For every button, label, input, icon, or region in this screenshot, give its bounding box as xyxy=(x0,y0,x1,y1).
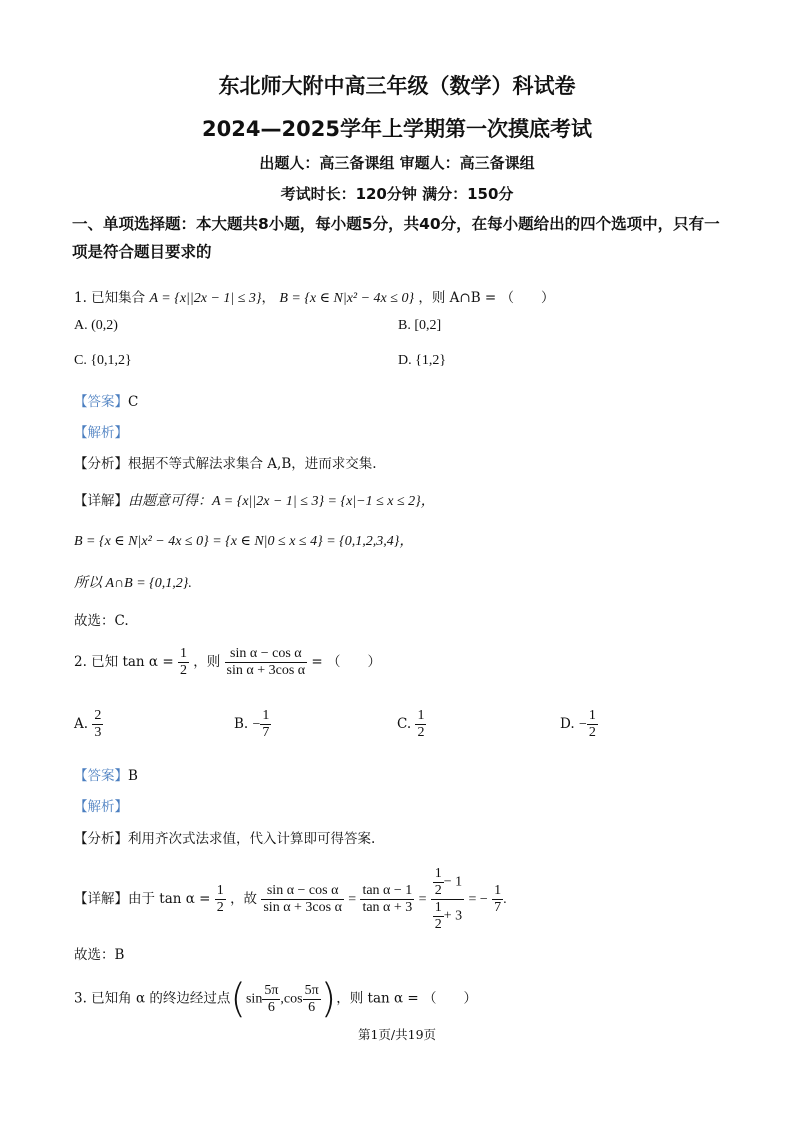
q1-detail-line-1 xyxy=(74,489,435,510)
q3-right-paren: ) xyxy=(320,976,337,1022)
q2-nested-den-tail: + 3 xyxy=(443,908,463,924)
page-number: 第1页/共19页 xyxy=(357,1027,437,1042)
q2-answer: B xyxy=(128,768,138,784)
q2-tail: = （ ） xyxy=(311,654,382,670)
q1-detail-tag: 【详解】 xyxy=(74,493,128,509)
exam-authors: 出题人：高三备课组 审题人：高三备课组 xyxy=(259,154,535,172)
q2-fenxi-tag: 【分析】 xyxy=(74,831,128,847)
question-3-stem xyxy=(74,976,477,1022)
q2-detail-tag: 【详解】 xyxy=(74,891,128,907)
q2-option-a-frac xyxy=(92,708,103,741)
q2-detail-tan-num: tan α − 1 xyxy=(362,883,413,898)
q2-option-b-num: 1 xyxy=(262,708,270,723)
q1-analysis-tag: 【解析】 xyxy=(74,425,128,441)
q3-cos: ,cos xyxy=(280,991,303,1007)
q2-nested-den xyxy=(431,900,464,933)
q2-given-den: 2 xyxy=(179,663,187,678)
q2-nested-num-a: 1 xyxy=(434,866,442,881)
q2-nested-den-b: 2 xyxy=(434,917,442,932)
q2-option-c-frac xyxy=(415,708,426,741)
q2-option-c-num: 1 xyxy=(417,708,425,723)
q2-lead: 2. 已知 tan α = xyxy=(74,654,178,670)
q2-nested-num-b: 2 xyxy=(434,883,442,898)
q1-fenxi: 根据不等式解法求集合 A,B，进而求交集. xyxy=(128,456,377,472)
q2-option-d-num: 1 xyxy=(588,708,596,723)
q1-sep: ， xyxy=(261,290,276,306)
q2-detail-period: . xyxy=(503,892,507,907)
q2-detail-expr-num: sin α − cos α xyxy=(261,883,344,900)
q2-detail-expr-den: sin α + 3cos α xyxy=(263,900,342,915)
q2-detail-result xyxy=(492,883,503,916)
q1-option-d: D. {1,2} xyxy=(398,353,447,368)
q2-detail-result-sign: = − xyxy=(468,892,488,907)
q2-detail-given xyxy=(215,883,226,916)
q2-given-fraction xyxy=(178,646,189,679)
q2-option-d-sign: − xyxy=(578,717,587,732)
question-1-stem xyxy=(74,286,555,307)
q2-nested-num xyxy=(431,866,464,900)
q3-left-paren: ( xyxy=(230,976,246,1022)
q2-answer-tag: 【答案】 xyxy=(74,768,128,784)
q1-fenxi-tag: 【分析】 xyxy=(74,456,128,472)
q2-choose: 故选：B xyxy=(74,947,125,963)
q2-option-d-label: D. xyxy=(560,716,575,732)
exam-subtitle: 2024—2025学年上学期第一次摸底考试 xyxy=(202,117,592,141)
q2-detail-eq-2: = xyxy=(418,892,427,907)
q3-cos-frac xyxy=(303,983,321,1016)
q1-set-b: B = {x ∈ N|x² − 4x ≤ 0} xyxy=(279,291,415,306)
exam-title: 东北师大附中高三年级（数学）科试卷 xyxy=(218,74,576,98)
q1-answer: C xyxy=(128,394,139,410)
q2-detail-lead: 由于 tan α = xyxy=(128,891,215,907)
q1-answer-tag: 【答案】 xyxy=(74,394,128,410)
exam-info: 考试时长：120分钟 满分：150分 xyxy=(280,185,514,203)
q2-detail-expr xyxy=(261,883,344,916)
q2-option-a-den: 3 xyxy=(94,725,102,740)
q2-detail-tan xyxy=(360,883,414,916)
q2-option-d xyxy=(560,708,598,741)
q2-nested-den-frac xyxy=(433,900,444,933)
q3-sin-den: 6 xyxy=(267,999,275,1015)
q2-expr-den: sin α + 3cos α xyxy=(226,663,306,678)
q1-detail-line-2: B = {x ∈ N|x² − 4x ≤ 0} = {x ∈ N|0 ≤ x ≤ 4} = {0,1,2,3,4}， xyxy=(74,534,414,549)
q3-cos-num: 5π xyxy=(304,982,319,998)
q2-option-d-frac xyxy=(587,708,598,741)
q3-lead: 3. 已知角 α 的终边经过点 xyxy=(74,990,231,1007)
q2-option-a xyxy=(74,708,103,741)
q2-option-c xyxy=(397,708,426,741)
q1-detail-line-3: 所以 A∩B = {0,1,2}. xyxy=(74,576,192,591)
q2-detail-result-num: 1 xyxy=(494,883,502,898)
q2-option-a-label: A. xyxy=(74,716,89,732)
q1-answer-line xyxy=(74,390,138,410)
q2-expr-num: sin α − cos α xyxy=(225,646,308,663)
q3-sin-frac xyxy=(262,983,280,1016)
q2-nested-num-tail: − 1 xyxy=(443,874,463,890)
q2-option-b xyxy=(234,708,271,741)
q2-then: ，则 xyxy=(193,654,221,670)
q2-detail-given-den: 2 xyxy=(216,900,224,915)
q1-set-a: A = {x||2x − 1| ≤ 3} xyxy=(149,291,262,306)
q2-given-num: 1 xyxy=(179,646,187,661)
q3-tail: ，则 tan α = （ ） xyxy=(336,990,478,1007)
q2-nested-den-a: 1 xyxy=(434,900,442,915)
section-heading: 一、单项选择题：本大题共8小题，每小题5分，共40分，在每小题给出的四个选项中，只有一项是符合题目要求的 xyxy=(72,215,720,261)
q2-option-b-den: 7 xyxy=(262,725,270,740)
q2-detail-mid: ，故 xyxy=(230,891,258,907)
q2-option-b-sign: − xyxy=(252,717,261,732)
q3-cos-den: 6 xyxy=(308,999,316,1015)
q3-sin: sin xyxy=(245,991,263,1007)
q2-detail-result-den: 7 xyxy=(494,900,502,915)
q2-fenxi-line xyxy=(74,827,375,847)
q2-nested-num-frac xyxy=(433,866,444,899)
q2-detail-line xyxy=(74,866,507,933)
q2-option-b-frac xyxy=(260,708,271,741)
q1-fenxi-line xyxy=(74,452,377,472)
q1-option-c: C. {0,1,2} xyxy=(74,353,132,368)
question-2-stem xyxy=(74,646,381,679)
q2-option-c-label: C. xyxy=(397,716,412,732)
q2-detail-eq-1: = xyxy=(348,892,357,907)
q2-analysis-tag: 【解析】 xyxy=(74,799,128,815)
q1-option-a: A. (0,2) xyxy=(74,318,118,333)
q1-option-b: B. [0,2] xyxy=(398,318,442,333)
q2-answer-line xyxy=(74,764,138,784)
q2-option-a-num: 2 xyxy=(94,708,102,723)
q2-expr-fraction xyxy=(225,646,308,679)
q3-sin-num: 5π xyxy=(264,982,279,998)
q1-tail: ，则 A∩B = （ ） xyxy=(418,290,555,306)
q2-option-c-den: 2 xyxy=(417,725,425,740)
q2-detail-tan-den: tan α + 3 xyxy=(362,900,413,915)
q2-fenxi: 利用齐次式法求值，代入计算即可得答案. xyxy=(128,831,376,847)
q2-detail-given-num: 1 xyxy=(216,883,224,898)
q1-choose: 故选：C. xyxy=(74,613,129,629)
q2-option-d-den: 2 xyxy=(588,725,596,740)
q1-lead: 1. 已知集合 xyxy=(74,290,146,306)
q2-detail-nested xyxy=(431,866,464,933)
q1-detail-1: 由题意可得：A = {x||2x − 1| ≤ 3} = {x|−1 ≤ x ≤ 2}， xyxy=(128,494,435,509)
q2-option-b-label: B. xyxy=(234,716,249,732)
